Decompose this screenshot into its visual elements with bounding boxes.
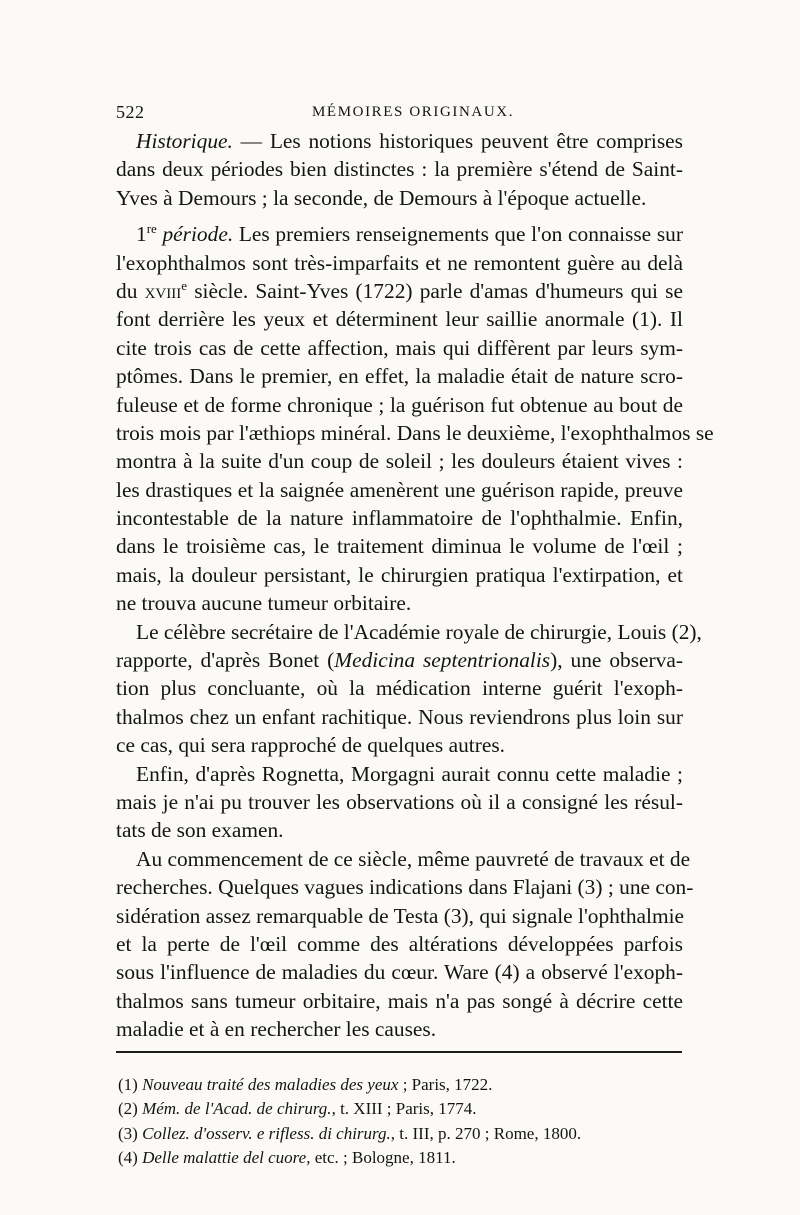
text-line: mais je n'ai pu trouver les observations où il a consigné les résul- [116,789,683,814]
footnote-rule [116,1051,682,1053]
text-line: ne trouva aucune tumeur orbitaire. [116,591,412,616]
text-line: recherches. Quelques vagues indications dans Flajani (3) ; une con- [116,875,694,900]
text-line: rapporte, d'après Bonet (Medicina septentrionalis), une observa- [116,648,683,673]
text-line: font derrière les yeux et déterminent leur saillie anormale (1). Il [116,307,683,332]
text-line: incontestable de la nature inflammatoire de l'ophthalmie. Enfin, [116,506,683,531]
text-line: tats de son examen. [116,818,284,843]
text-line: mais, la douleur persistant, le chirurgien pratiqua l'extirpation, et [116,562,683,587]
text-line: du xviii$^e$ siècle. Saint-Yves (1722) parle d'amas d'humeurs qui se [116,277,683,303]
text-line: les drastiques et la saignée amenèrent une guérison rapide, preuve [116,477,683,502]
page-number: 522 [116,102,145,122]
text-line: Yves à Demours ; la seconde, de Demours à l'époque actuelle. [116,185,647,210]
text-line: Le célèbre secrétaire de l'Académie royale de chirurgie, Louis (2), [136,619,702,644]
text-line: sous l'influence de maladies du cœur. Ware (4) a observé l'exoph- [116,960,683,985]
body-text [116,127,714,1044]
text-line: Historique. — Les notions historiques peuvent être comprises [136,129,683,153]
running-title: MÉMOIRES ORIGINAUX. [312,104,515,120]
text-line: fuleuse et de forme chronique ; la guérison fut obtenue au bout de [116,392,683,417]
footnote: (2) Mém. de l'Acad. de chirurg., t. XIII ; Paris, 1774. [118,1099,477,1119]
text-line: trois mois par l'æthiops minéral. Dans le deuxième, l'exophthalmos se [116,420,714,445]
text-line: l'exophthalmos sont très-imparfaits et ne remontent guère au delà [116,250,683,275]
text-line: Au commencement de ce siècle, même pauvreté de travaux et de [136,846,691,871]
text-line: thalmos chez un enfant rachitique. Nous reviendrons plus loin sur [116,704,683,729]
footnote: (3) Collez. d'osserv. e rifless. di chirurg., t. III, p. 270 ; Rome, 1800. [118,1123,582,1143]
text-line: et la perte de l'œil comme des altérations développées parfois [116,931,683,956]
text-line: thalmos sans tumeur orbitaire, mais n'a pas songé à décrire cette [116,988,683,1013]
text-line: cite trois cas de cette affection, mais qui diffèrent par leurs sym- [116,335,683,360]
footnote: (4) Delle malattie del cuore, etc. ; Bologne, 1811. [118,1148,456,1168]
subsection-heading: période. [156,222,234,247]
text-line: ce cas, qui sera rapproché de quelques autres. [116,733,506,758]
text-line: tion plus concluante, où la médication interne guérit l'exoph- [116,676,683,701]
text-line: Enfin, d'après Rognetta, Morgagni aurait connu cette maladie ; [136,761,683,786]
text-line: montra à la suite d'un coup de soleil ; les douleurs étaient vives : [116,449,683,474]
cited-title: Medicina septentrionalis [334,648,551,673]
text-line: 1re période. Les premiers renseignements que l'on connaisse sur [136,221,683,247]
section-heading: Historique. [136,129,233,153]
text-line: ptômes. Dans le premier, en effet, la maladie était de nature scro- [116,364,683,389]
text-line: dans deux périodes bien distinctes : la première s'étend de Saint- [116,157,683,182]
text-line: dans le troisième cas, le traitement diminua le volume de l'œil ; [116,534,683,559]
text-line: sidération assez remarquable de Testa (3), qui signale l'ophthalmie [116,903,685,928]
footnote: (1) Nouveau traité des maladies des yeux ; Paris, 1722. [118,1075,493,1094]
running-head [116,102,686,126]
footnotes [118,1073,678,1171]
text-line: maladie et à en rechercher les causes. [116,1017,437,1042]
